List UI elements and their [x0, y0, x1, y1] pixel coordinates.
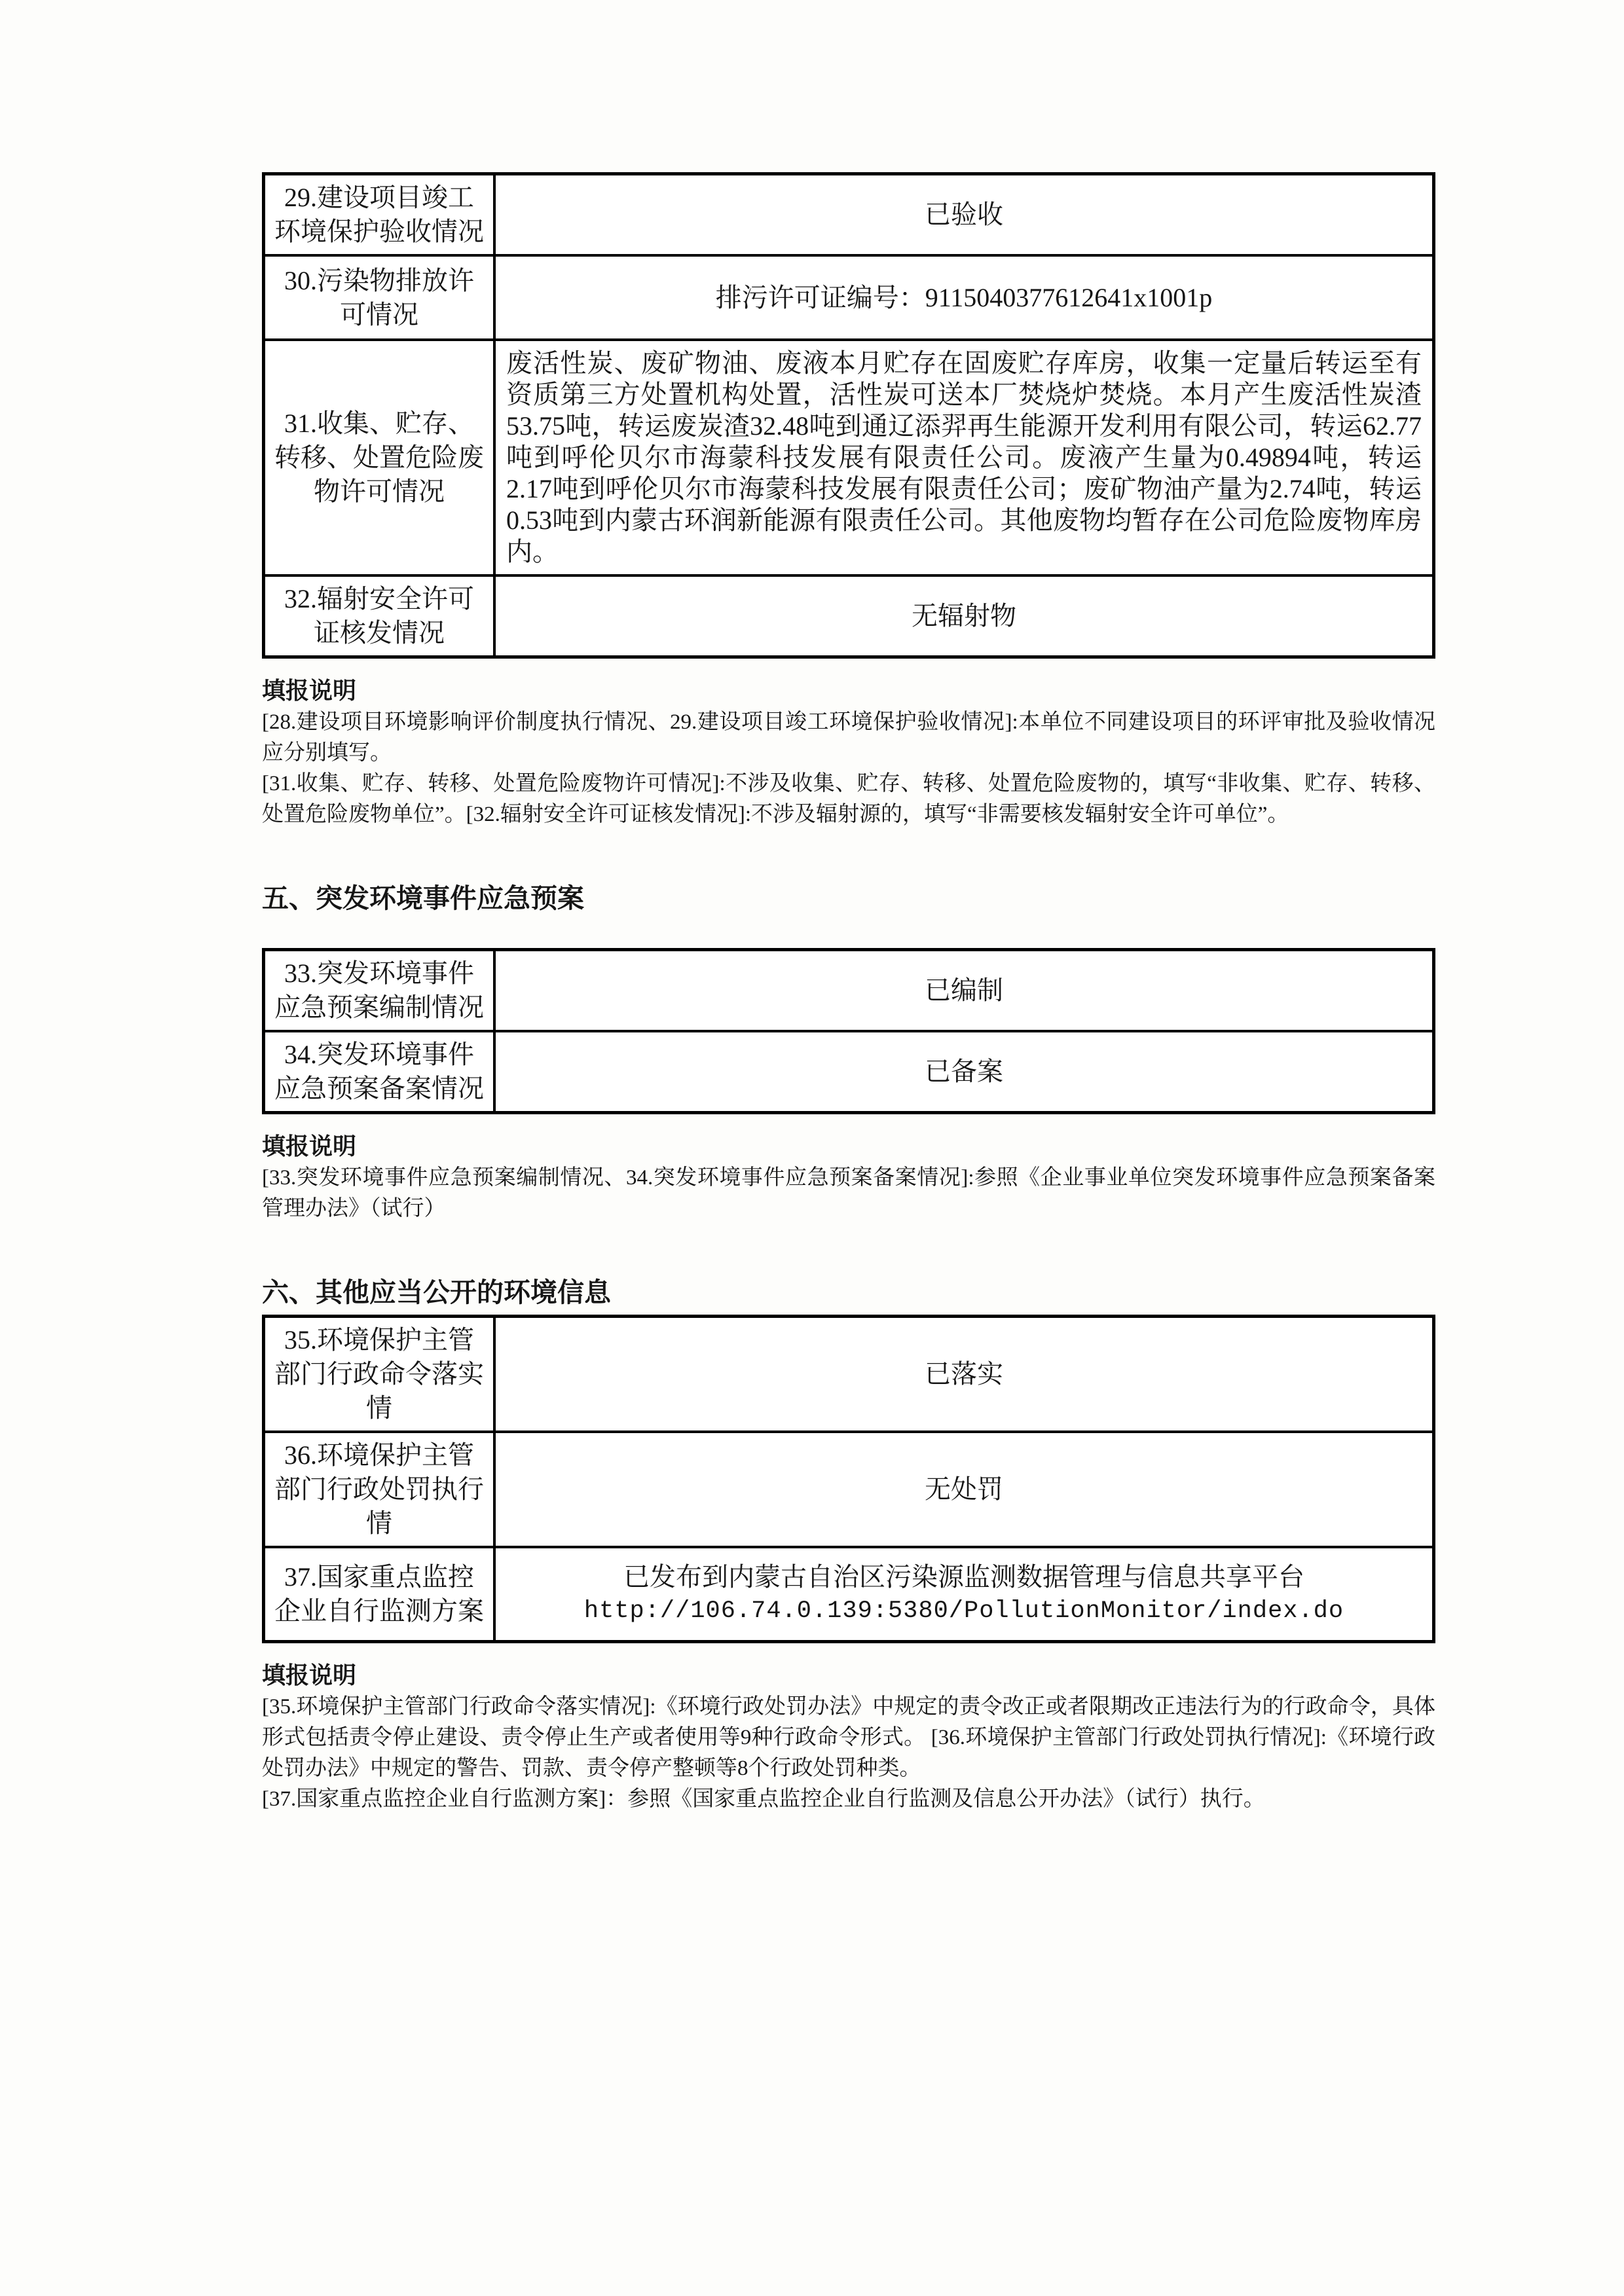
row-label: 29.建设项目竣工环境保护验收情况 [265, 175, 496, 254]
notes-heading: 填报说明 [262, 678, 357, 704]
notes-heading: 填报说明 [262, 1133, 357, 1159]
table-row [265, 175, 1432, 254]
row-value: 已落实 [925, 1359, 1003, 1389]
notes-paragraph: [31.收集、贮存、转移、处置危险废物许可情况]:不涉及收集、贮存、转移、处置危险废物的，填写“非收集、贮存、转移、处置危险废物单位”。[32.辐射安全许可证核发情况]:不涉及辐射源的，填写“非需要核发辐射安全许可单位”。 [262, 772, 1435, 826]
row-value: 已备案 [925, 1057, 1003, 1086]
row-label: 36.环境保护主管部门行政处罚执行情 [265, 1433, 496, 1546]
table-row [265, 1030, 1432, 1111]
monitoring-platform-text: 已发布到内蒙古自治区污染源监测数据管理与信息共享平台 [623, 1562, 1304, 1592]
other-info-table [262, 1315, 1435, 1643]
row-label: 32.辐射安全许可证核发情况 [265, 577, 496, 655]
document-content [262, 172, 1435, 1815]
table-row [265, 574, 1432, 655]
row-label: 37.国家重点监控企业自行监测方案 [265, 1548, 496, 1640]
row-label: 30.污染物排放许可情况 [265, 257, 496, 338]
row-label: 35.环境保护主管部门行政命令落实情 [265, 1318, 496, 1430]
table-row [265, 951, 1432, 1030]
table-row [265, 1318, 1432, 1430]
notes-block [262, 1130, 1435, 1224]
row-value: 已编制 [925, 975, 1003, 1005]
row-value: 已验收 [925, 200, 1003, 229]
row-value: 废活性炭、废矿物油、废液本月贮存在固废贮存库房，收集一定量后转运至有资质第三方处置机构处置，活性炭可送本厂焚烧炉焚烧。本月产生废活性炭渣53.75吨，转运废炭渣32.48吨到通辽添羿再生能源开发利用有限公司，转运62.77吨到呼伦贝尔市海蒙科技发展有限责任公司。废液产生量为0.49894吨，转运2.17吨到呼伦贝尔市海蒙科技发展有限责任公司；废矿物油产量为2.74吨，转运0.53吨到内蒙古环润新能源有限责任公司。其他废物均暂存在公司危险废物库房内。 [506, 348, 1422, 566]
notes-paragraph: [35.环境保护主管部门行政命令落实情况]:《环境行政处罚办法》中规定的责令改正或者限期改正违法行为的行政命令，具体形式包括责令停止建设、责令停止生产或者使用等9种行政命令形式。 [36.环境保护主管部门行政处罚执行情况]:《环境行政处罚办法》中规定的警告、罚款、责令停产整顿等8个行政处罚种类。 [262, 1695, 1435, 1780]
row-label: 33.突发环境事件应急预案编制情况 [265, 951, 496, 1030]
notes-paragraph: [28.建设项目环境影响评价制度执行情况、29.建设项目竣工环境保护验收情况]:本单位不同建设项目的环评审批及验收情况应分别填写。 [262, 710, 1435, 765]
section5-title: 五、突发环境事件应急预案 [262, 883, 584, 913]
table-row [265, 254, 1432, 338]
emergency-plan-table [262, 948, 1435, 1114]
notes-block [262, 1659, 1435, 1815]
table-row [265, 1430, 1432, 1546]
monitoring-platform-url: http://106.74.0.139:5380/PollutionMonitor/index.do [583, 1597, 1344, 1625]
permits-table [262, 172, 1435, 659]
notes-heading: 填报说明 [262, 1662, 357, 1688]
table-row [265, 338, 1432, 574]
table-row [265, 1546, 1432, 1640]
row-label: 34.突发环境事件应急预案备案情况 [265, 1032, 496, 1111]
notes-paragraph: [33.突发环境事件应急预案编制情况、34.突发环境事件应急预案备案情况]:参照《企业事业单位突发环境事件应急预案备案管理办法》（试行） [262, 1166, 1435, 1220]
row-value: 无辐射物 [912, 601, 1016, 630]
row-label: 31.收集、贮存、转移、处置危险废物许可情况 [265, 341, 496, 574]
row-value: 排污许可证编号：9115040377612641x1001p [715, 282, 1213, 312]
section6-title: 六、其他应当公开的环境信息 [262, 1277, 611, 1307]
row-value [496, 1548, 1432, 1640]
notes-block [262, 674, 1435, 830]
row-value: 无处罚 [925, 1474, 1003, 1504]
notes-paragraph: [37.国家重点监控企业自行监测方案]：参照《国家重点监控企业自行监测及信息公开办法》（试行）执行。 [262, 1787, 1265, 1811]
